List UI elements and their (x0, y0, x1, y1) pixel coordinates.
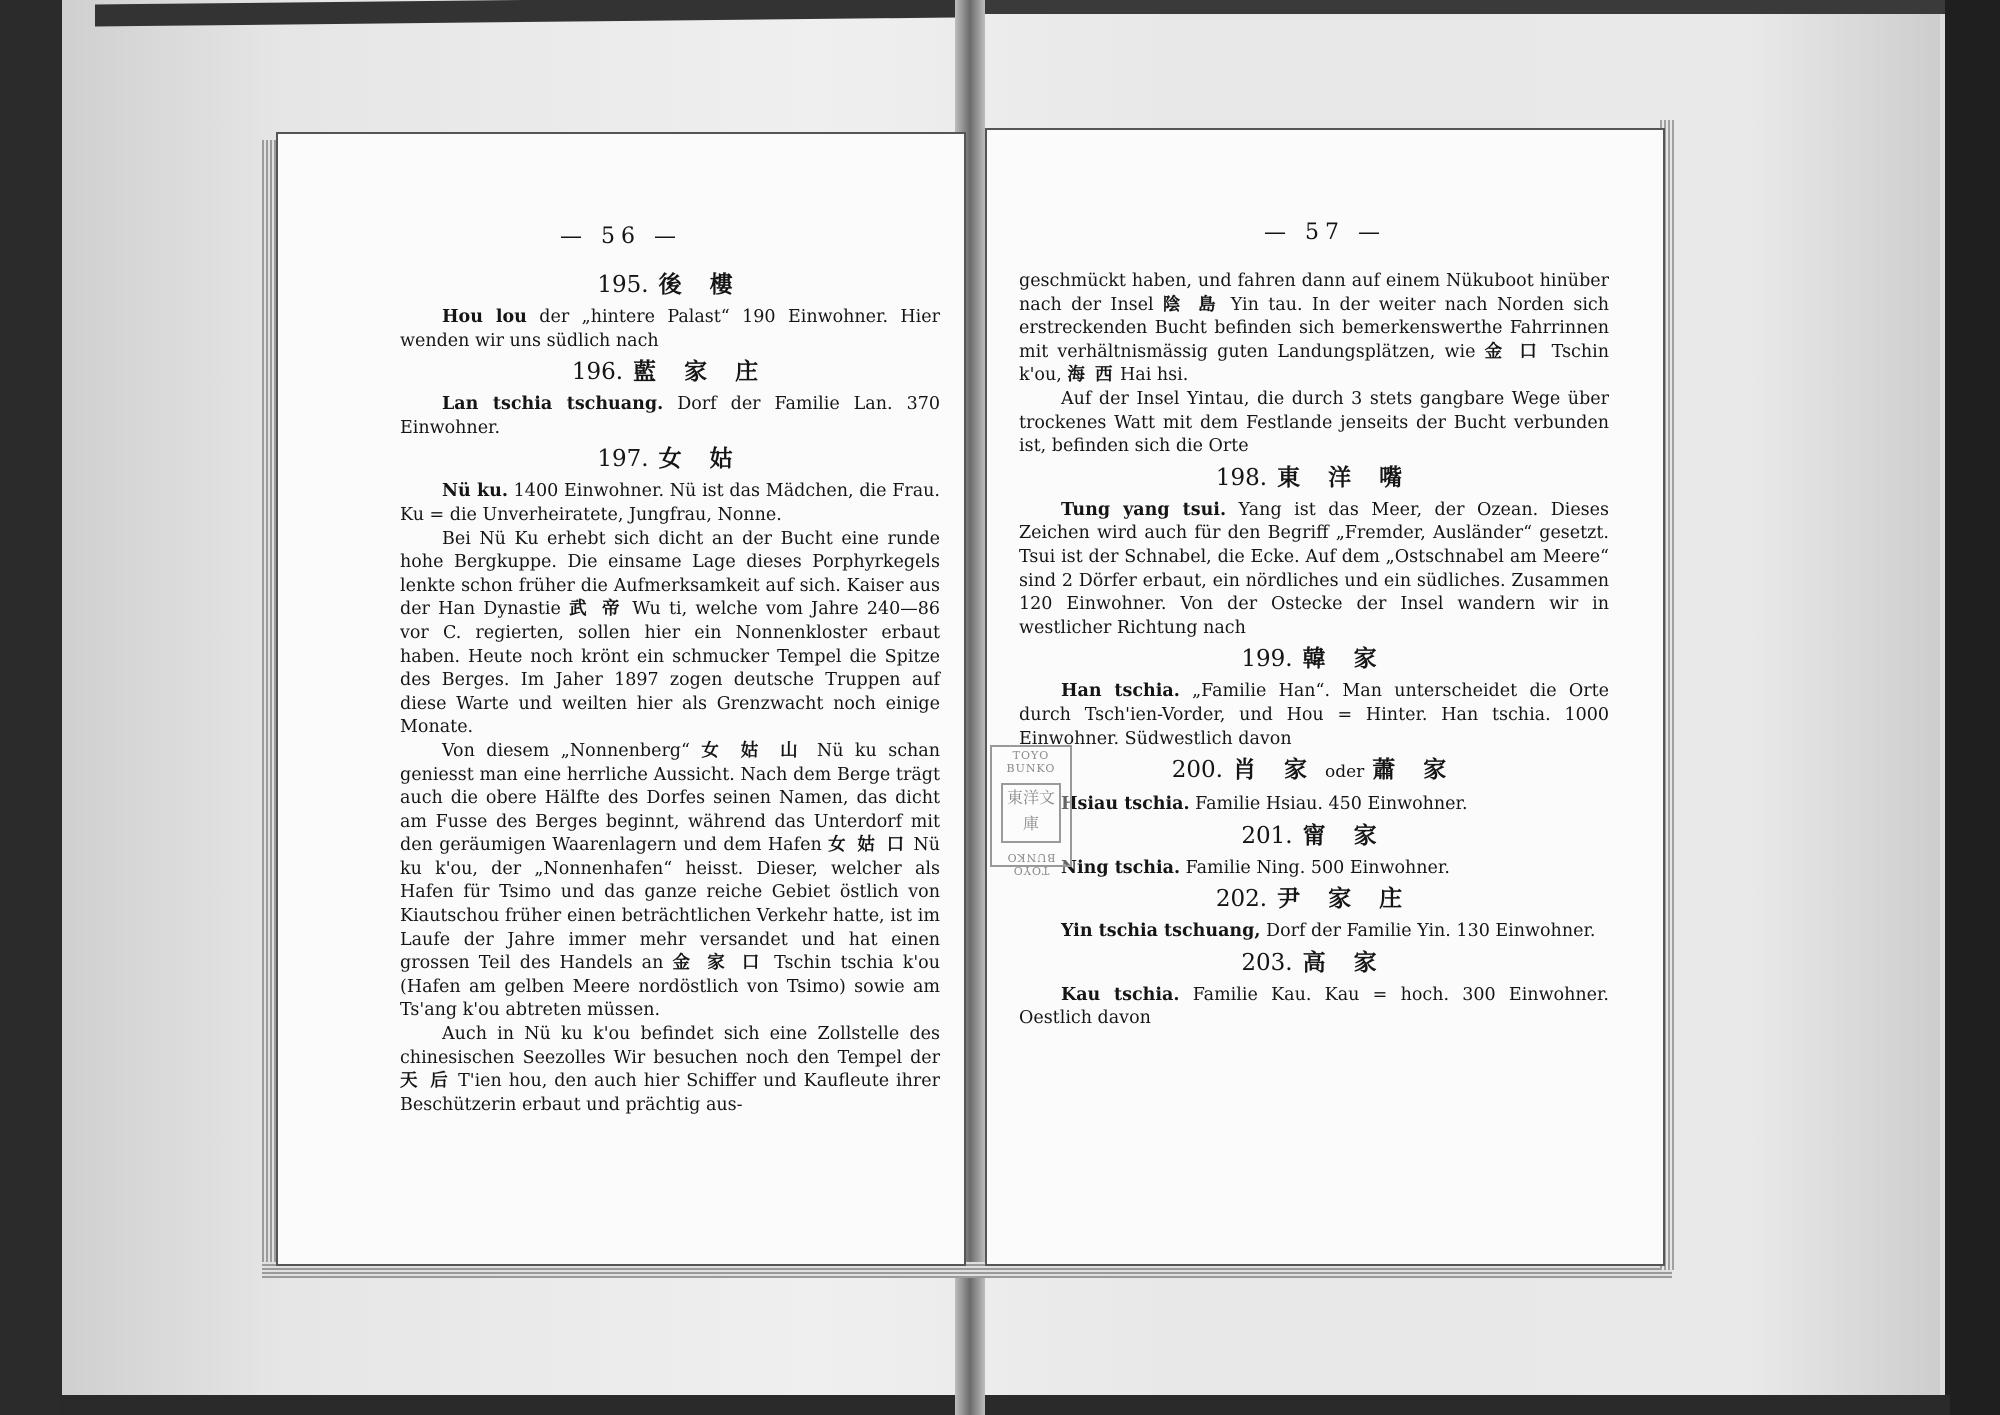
entry-name: Yin tschia tschuang, (1061, 921, 1261, 942)
entry-name: Han tschia. (1061, 681, 1180, 702)
paragraph-text: Familie Kau. Kau = hoch. 300 Einwohner. Oestlich davon (1019, 984, 1609, 1029)
paragraph-text: 1400 Einwohner. Nü ist das Mädchen, die Frau. Ku = die Unverheiratete, Jungfrau, Nonne. (400, 481, 940, 525)
entry-paragraph (400, 528, 940, 740)
entry-paragraph (400, 740, 940, 1023)
paragraph-text: Nü ku schan geniesst man eine herrliche Aussicht. Nach dem Berge trägt auch die obere Hälfte des Dorfes seinen Namen, das dicht am Fusse des Berges beginnt, während das Unterdorf mit den geräumigen Waarenlagern und dem Hafen (400, 740, 940, 856)
paragraph-text: Yang ist das Meer, der Ozean. Dieses Zeichen wird auch für den Begriff „Fremder, Ausländer“ gesetzt. Tsui ist der Schnabel, die Ecke. Auf dem „Ostschnabel am Meere“ sind 2 Dörfer erbaut, ein nördliches und ein südliches. Zusammen 120 Einwohner. Von der Ostecke der Insel wandern wir in westlicher Richtung nach (1019, 499, 1609, 638)
entry-heading-201 (1019, 819, 1609, 853)
entry-number: 200. (1171, 757, 1223, 784)
entry-characters: 高 家 (1302, 949, 1387, 976)
entry-name: Kau tschia. (1061, 984, 1180, 1005)
inline-characters: 女 姑 山 (701, 740, 806, 761)
entry-heading-199 (1019, 642, 1609, 676)
entry-heading-200 (1019, 753, 1609, 789)
oder-word: oder (1324, 762, 1365, 783)
paragraph-text: T'ien hou, den auch hier Schiffer und Kaufleute ihrer Beschützerin erbaut und prächtig aus- (400, 1071, 940, 1115)
paragraph-text: Von diesem „Nonnenberg“ (442, 740, 690, 761)
paragraph-text: Tschin k'ou, (1019, 341, 1609, 386)
paragraph-text: Yin tau. In der weiter nach Norden sich erstreckenden Bucht befinden sich bemerkenswerthe Fahrrinnen mit verhältnismässig guten Landungsplätzen, wie (1019, 294, 1609, 362)
entry-characters: 後 樓 (658, 272, 743, 298)
left-page-content (400, 266, 940, 1117)
entry-paragraph (400, 480, 940, 527)
paragraph-text: Auf der Insel Yintau, die durch 3 stets gangbare Wege über trockenes Watt mit dem Festlande jenseits der Bucht verbunden ist, befinden sich die Orte (1019, 388, 1609, 457)
right-page (985, 128, 1665, 1266)
entry-paragraph (1019, 793, 1609, 817)
entry-characters: 肖 家 (1232, 757, 1317, 784)
scanner-edge-top-right (985, 0, 1945, 14)
entry-characters: 女 姑 (658, 446, 743, 473)
inline-characters: 女 姑 口 (828, 835, 907, 856)
entry-paragraph (1019, 920, 1609, 944)
entry-number: 201. (1241, 822, 1293, 849)
entry-paragraph (400, 1023, 940, 1117)
entry-characters: 藍 家 庄 (633, 359, 769, 386)
entry-paragraph (1019, 499, 1609, 641)
entry-number: 196. (571, 359, 624, 386)
entry-paragraph (1019, 388, 1609, 459)
paragraph-text: Hai hsi. (1114, 365, 1189, 386)
entry-paragraph (1019, 857, 1609, 881)
entry-paragraph (1019, 984, 1609, 1031)
paragraph-text: Dorf der Familie Yin. 130 Einwohner. (1260, 921, 1596, 942)
entry-number: 203. (1241, 949, 1293, 976)
page-number: — 56 — (560, 224, 682, 249)
entry-number: 198. (1215, 464, 1268, 491)
paragraph-text: „Familie Han“. Man unterscheidet die Orte durch Tsch'ien-Vorder, und Hou = Hinter. Han tschia. 1000 Einwohner. Südwestlich davon (1019, 681, 1609, 749)
entry-characters-alt: 蕭 家 (1372, 757, 1457, 784)
paragraph-text: Dorf der Familie Lan. 370 Einwohner. (400, 394, 940, 438)
paragraph-text: Nü ku k'ou, der „Nonnenhafen“ heisst. Dieser, welcher als Hafen für Tsimo und das ganze reiche Gebiet östlich von Kiautschou früher einen beträchtlichen Verkehr hatte, ist im Laufe der Jahre immer mehr versandet und hat einen grossen Teil des Handels an (400, 835, 940, 974)
paragraph-text: geschmückt haben, und fahren dann auf einem Nükuboot hinüber nach der Insel (1019, 271, 1609, 315)
paragraph-text: Familie Ning. 500 Einwohner. (1180, 857, 1450, 878)
entry-number: 195. (597, 272, 649, 298)
entry-paragraph (1019, 680, 1609, 751)
entry-number: 202. (1215, 886, 1268, 913)
paragraph-text: Tschin tschia k'ou (Hafen am gelben Meere nordöstlich von Tsimo) sowie am Ts'ang k'ou abtreten müssen. (400, 953, 940, 1021)
stamp-text-top: TOYO BUNKO (1006, 749, 1056, 775)
entry-name: Tung yang tsui. (1061, 499, 1227, 520)
continued-paragraph (1019, 270, 1609, 388)
right-page-content (1019, 270, 1609, 1031)
inline-characters: 金 家 口 (672, 953, 765, 974)
entry-name: Hou lou (442, 307, 527, 327)
entry-characters: 甯 家 (1302, 822, 1387, 849)
paragraph-text: Wu ti, welche vom Jahre 240—86 vor C. regierten, sollen hier ein Nonnenkloster erbaut haben. Heute noch krönt ein schmucker Tempel die Spitze des Berges. Im Jaher 1897 zogen deutsche Truppen auf diese Warte und weilten hier als Grenzwacht noch einige Monate. (400, 599, 940, 738)
inline-characters: 武 帝 (569, 599, 625, 620)
entry-heading-202 (1019, 882, 1609, 916)
entry-paragraph (400, 306, 940, 353)
paragraph-text: Familie Hsiau. 450 Einwohner. (1189, 794, 1468, 815)
entry-heading-195 (400, 268, 940, 302)
entry-heading-196 (400, 355, 940, 389)
entry-name: Nü ku. (442, 481, 508, 502)
entry-characters: 韓 家 (1302, 646, 1387, 673)
paragraph-text: Bei Nü Ku erhebt sich dicht an der Bucht eine runde hohe Bergkuppe. Die einsame Lage dieses Porphyrkegels lenkte schon früher die Aufmerksamkeit auf sich. Kaiser aus der Han Dynastie (400, 528, 940, 620)
scanner-edge-left (0, 0, 62, 1415)
inline-characters: 海 西 (1067, 365, 1115, 386)
entry-name: Lan tschia tschuang. (442, 394, 664, 415)
book-page-edges-left (262, 140, 276, 1270)
inline-characters: 陰 島 (1162, 294, 1222, 315)
scanner-edge-right (1945, 0, 2000, 1415)
entry-heading-197 (400, 442, 940, 476)
entry-number: 199. (1241, 646, 1293, 673)
library-stamp (990, 745, 1072, 877)
entry-heading-198 (1019, 461, 1609, 495)
stamp-seal: 東洋文庫 (1001, 783, 1061, 843)
paragraph-text: der „hintere Palast“ 190 Einwohner. Hier wenden wir uns südlich nach (400, 307, 940, 351)
entry-characters: 尹 家 庄 (1277, 886, 1413, 913)
entry-paragraph (400, 393, 940, 440)
page-number: — 57 — (1264, 220, 1386, 245)
inline-characters: 金 口 (1484, 341, 1543, 362)
left-page (276, 132, 966, 1266)
inline-characters: 天 后 (400, 1071, 452, 1092)
entry-number: 197. (597, 446, 649, 473)
entry-heading-203 (1019, 946, 1609, 980)
entry-name: Hsiau tschia. (1061, 794, 1190, 815)
entry-characters: 東 洋 嘴 (1277, 464, 1413, 491)
stamp-text-bottom: TOYO BUNKO (1006, 851, 1056, 877)
scanner-edge-bottom (60, 1395, 1950, 1415)
paragraph-text: Auch in Nü ku k'ou befindet sich eine Zollstelle des chinesischen Seezolles Wir besuchen noch den Tempel der (400, 1024, 940, 1068)
entry-name: Ning tschia. (1061, 857, 1181, 878)
